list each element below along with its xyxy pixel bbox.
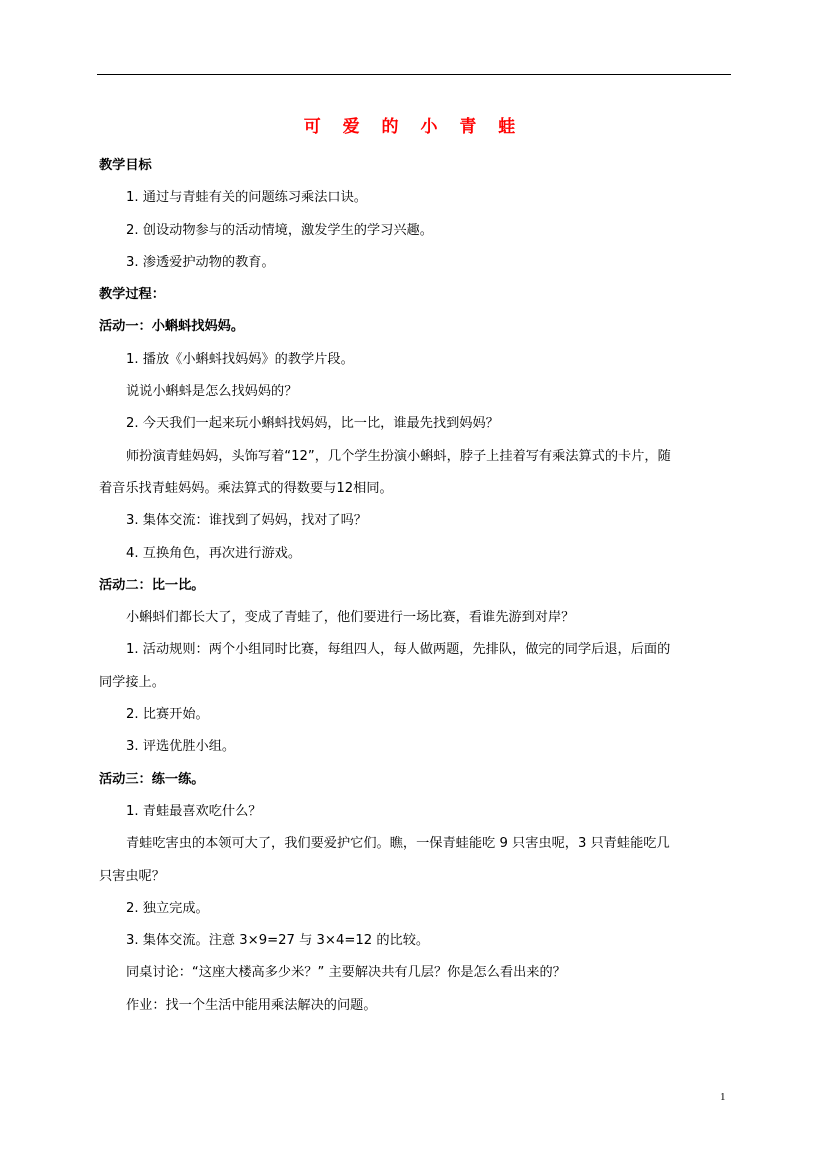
heading-activity-three: 活动三：练一练。 xyxy=(99,771,205,787)
paragraph: 1. 活动规则：两个小组同时比赛，每组四人，每人做两题，先排队，做完的同学后退，后面的 xyxy=(126,642,671,658)
heading-teaching-goals: 教学目标 xyxy=(99,158,152,173)
paragraph: 2. 独立完成。 xyxy=(126,900,209,916)
document-title: 可 爱 的 小 青 蛙 xyxy=(303,117,524,137)
paragraph: 1. 青蛙最喜欢吃什么？ xyxy=(126,803,262,819)
heading-activity-two: 活动二：比一比。 xyxy=(99,577,205,593)
paragraph: 小蝌蚪们都长大了，变成了青蛙了，他们要进行一场比赛，看谁先游到对岸？ xyxy=(126,610,575,626)
homework: 作业：找一个生活中能用乘法解决的问题。 xyxy=(126,997,377,1013)
paragraph: 说说小蝌蚪是怎么找妈妈的？ xyxy=(126,384,298,400)
paragraph-continuation: 只害虫呢？ xyxy=(99,868,165,884)
paragraph: 4. 互换角色，再次进行游戏。 xyxy=(126,545,302,561)
paragraph: 2. 比赛开始。 xyxy=(126,707,209,723)
paragraph-continuation: 着音乐找青蛙妈妈。乘法算式的得数要与12相同。 xyxy=(99,480,393,496)
goal-item: 3. 渗透爱护动物的教育。 xyxy=(126,254,275,270)
paragraph: 同桌讨论：“这座大楼高多少米？” 主要解决共有几层？你是怎么看出来的？ xyxy=(126,965,566,981)
paragraph-continuation: 同学接上。 xyxy=(99,674,165,690)
heading-activity-one: 活动一：小蝌蚪找妈妈。 xyxy=(99,319,245,335)
header-rule xyxy=(97,74,731,75)
paragraph: 3. 评选优胜小组。 xyxy=(126,739,236,755)
page-number: 1 xyxy=(720,1091,726,1103)
goal-item: 2. 创设动物参与的活动情境，激发学生的学习兴趣。 xyxy=(126,222,433,238)
paragraph: 师扮演青蛙妈妈，头饰写着“12”，几个学生扮演小蝌蚪，脖子上挂着写有乘法算式的卡片，随 xyxy=(126,448,671,464)
heading-teaching-process: 教学过程： xyxy=(99,287,165,303)
paragraph: 2. 今天我们一起来玩小蝌蚪找妈妈，比一比，谁最先找到妈妈？ xyxy=(126,416,499,432)
paragraph: 青蛙吃害虫的本领可大了，我们要爱护它们。瞧，一保青蛙能吃 9 只害虫呢，3 只青蛙能吃几 xyxy=(126,836,670,852)
goal-item: 1. 通过与青蛙有关的问题练习乘法口诀。 xyxy=(126,190,367,206)
paragraph: 3. 集体交流。注意 3×9=27 与 3×4=12 的比较。 xyxy=(126,933,430,949)
paragraph: 1. 播放《小蝌蚪找妈妈》的教学片段。 xyxy=(126,351,354,367)
paragraph: 3. 集体交流：谁找到了妈妈，找对了吗？ xyxy=(126,513,367,529)
document-body xyxy=(99,150,733,1022)
